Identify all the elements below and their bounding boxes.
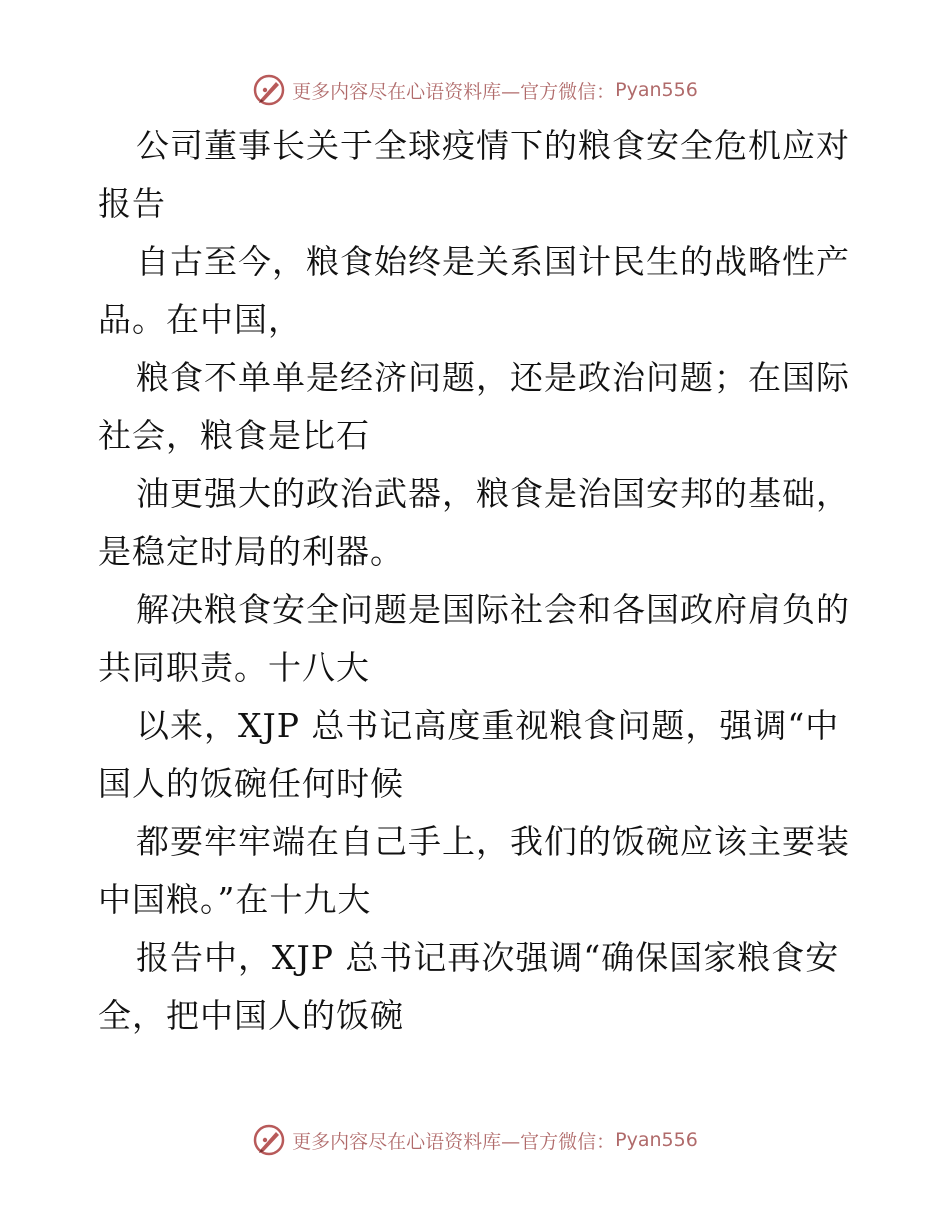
watermark-wechat-id: Pyan556: [615, 1129, 698, 1151]
watermark-text: 更多内容尽在心语资料库—官方微信：: [292, 80, 616, 103]
paragraph: 以来，XJP 总书记高度重视粮食问题，强调“中国人的饭碗任何时候: [98, 706, 840, 803]
paragraph: 粮食不单单是经济问题，还是政治问题；在国际社会，粮食是比石: [98, 358, 850, 455]
watermark-text: 更多内容尽在心语资料库—官方微信：: [292, 1130, 616, 1153]
paragraph: 都要牢牢端在自己手上，我们的饭碗应该主要装中国粮。”在十九大: [98, 822, 850, 919]
header-watermark: [0, 68, 950, 112]
paragraph: 油更强大的政治武器，粮食是治国安邦的基础，是稳定时局的利器。: [98, 474, 850, 571]
footer-watermark: [0, 1118, 950, 1162]
watermark-wechat-id: Pyan556: [615, 79, 698, 101]
quill-logo-icon: [252, 1123, 286, 1157]
document-body: [98, 117, 858, 1045]
quill-logo-icon: [252, 73, 286, 107]
paragraph: 公司董事长关于全球疫情下的粮食安全危机应对报告: [98, 126, 850, 223]
paragraph: 报告中，XJP 总书记再次强调“确保国家粮食安全，把中国人的饭碗: [98, 938, 840, 1035]
paragraph: 自古至今，粮食始终是关系国计民生的战略性产品。在中国，: [98, 242, 850, 339]
paragraph: 解决粮食安全问题是国际社会和各国政府肩负的共同职责。十八大: [98, 590, 850, 687]
